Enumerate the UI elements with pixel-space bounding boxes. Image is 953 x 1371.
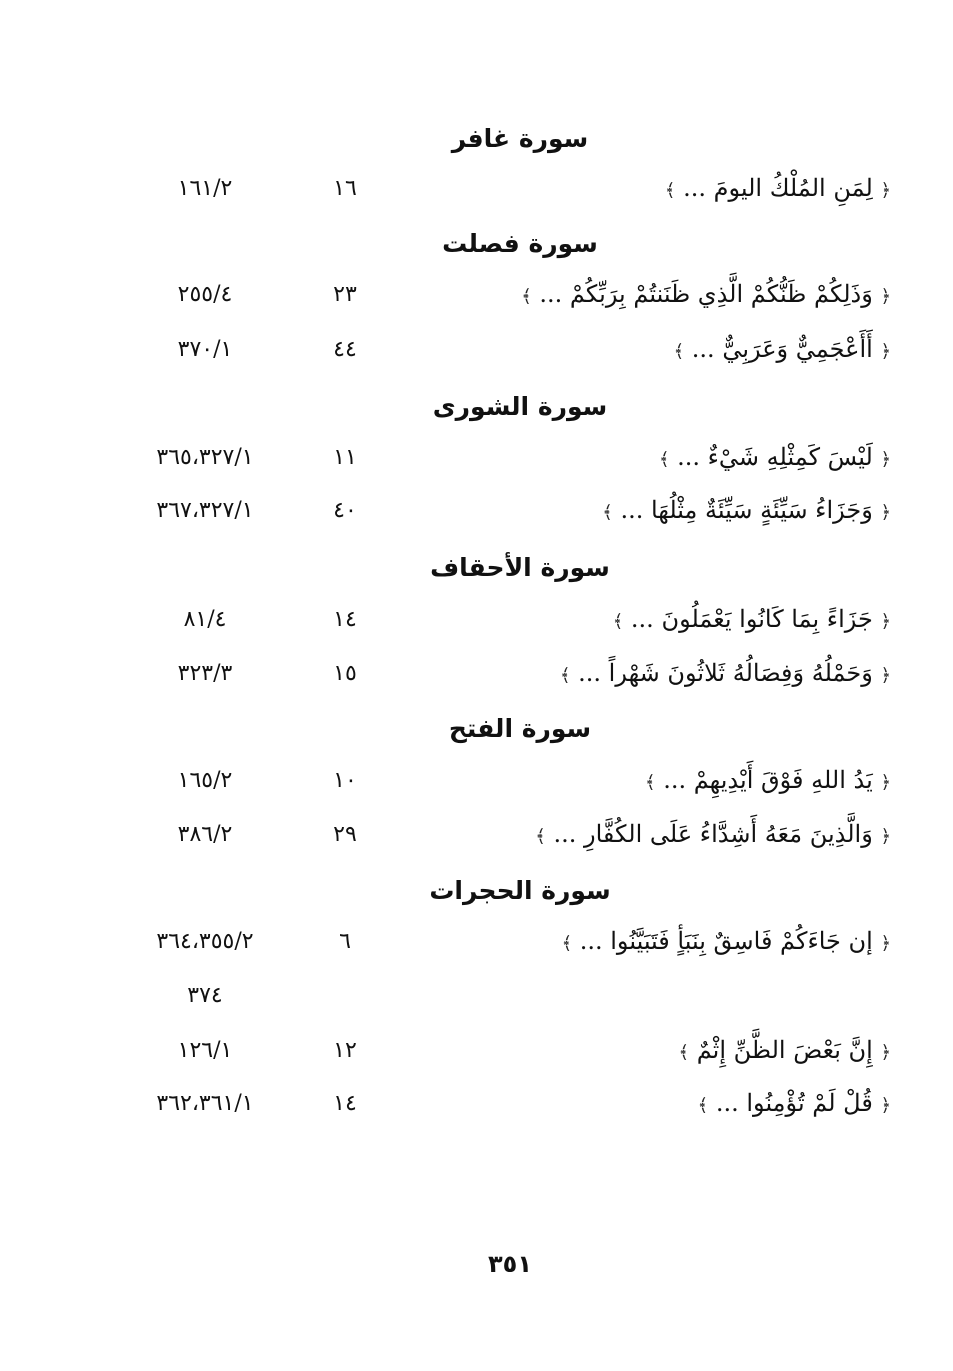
verse-text: ﴿ لَيْسَ كَمِثْلِهِ شَيْءٌ ... ﴾ bbox=[658, 443, 891, 471]
verse-text: ﴿ وَذَلِكُمْ ظَنُّكُمْ الَّذِي ظَنَنتُمْ بِرَبِّكُمْ ... ﴾ bbox=[521, 280, 891, 308]
page-reference: ٢٥٥/٤ bbox=[177, 282, 233, 307]
surah-title: سورة الحجرات bbox=[429, 876, 611, 905]
verse-text: ﴿ وَجَزَاءُ سَيِّئَةٍ سَيِّئَةٌ مِثْلُهَا ... ﴾ bbox=[602, 496, 891, 524]
index-row bbox=[0, 659, 953, 699]
surah-title: سورة غافر bbox=[451, 124, 589, 153]
verse-text: ﴿ إِنَّ بَعْضَ الظَّنِّ إِثْمٌ ﴾ bbox=[678, 1036, 891, 1064]
ayah-number: ٦ bbox=[339, 929, 351, 954]
page-reference: ١٢٦/١ bbox=[177, 1038, 233, 1063]
surah-title: سورة الشورى bbox=[432, 392, 608, 421]
ayah-number: ٤٠ bbox=[333, 498, 357, 523]
index-row-continuation bbox=[0, 981, 953, 1021]
ayah-number: ٢٩ bbox=[333, 822, 357, 847]
ayah-number: ١١ bbox=[333, 445, 357, 470]
index-row bbox=[0, 335, 953, 375]
index-row bbox=[0, 766, 953, 806]
ayah-number: ١٤ bbox=[333, 1091, 357, 1116]
page-reference: ٣٦٧،٣٢٧/١ bbox=[156, 498, 254, 523]
ayah-number: ١٢ bbox=[333, 1038, 357, 1063]
ayah-number: ١٦ bbox=[333, 176, 357, 201]
index-row bbox=[0, 174, 953, 214]
ayah-number: ١٥ bbox=[333, 661, 357, 686]
verse-text: ﴿ وَحَمْلُهُ وَفِصَالُهُ ثَلاثُونَ شَهْراً ... ﴾ bbox=[559, 659, 891, 687]
page-reference: ١٦٥/٢ bbox=[177, 768, 233, 793]
index-row bbox=[0, 605, 953, 645]
surah-title: سورة الفتح bbox=[448, 714, 592, 743]
page-reference: ٣٨٦/٢ bbox=[177, 822, 233, 847]
index-row bbox=[0, 927, 953, 967]
page-reference: ٣٦٥،٣٢٧/١ bbox=[156, 445, 254, 470]
page-reference: ٣٦٢،٣٦١/١ bbox=[156, 1091, 254, 1116]
verse-text: ﴿ لِمَنِ المُلْكُ اليومَ ... ﴾ bbox=[664, 174, 891, 202]
ayah-number: ٢٣ bbox=[333, 282, 357, 307]
surah-title: سورة فصلت bbox=[442, 229, 598, 258]
index-row bbox=[0, 443, 953, 483]
index-row bbox=[0, 1089, 953, 1129]
index-row bbox=[0, 1036, 953, 1076]
page-reference: ٣٦٤،٣٥٥/٢ bbox=[156, 929, 254, 954]
page-reference: ٨١/٤ bbox=[183, 607, 227, 632]
page-reference: ٣٧٤ bbox=[187, 983, 223, 1008]
index-row bbox=[0, 280, 953, 320]
verse-text: ﴿ يَدُ اللهِ فَوْقَ أَيْدِيهِمْ ... ﴾ bbox=[645, 766, 891, 794]
ayah-number: ١٤ bbox=[333, 607, 357, 632]
page-reference: ٣٧٠/١ bbox=[177, 337, 233, 362]
verse-text: ﴿ قُلْ لَمْ تُؤْمِنُوا ... ﴾ bbox=[697, 1089, 891, 1117]
verse-text: ﴿ جَزَاءً بِمَا كَانُوا يَعْمَلُونَ ... ﴾ bbox=[612, 605, 891, 633]
surah-title: سورة الأحقاف bbox=[430, 553, 610, 582]
ayah-number: ٤٤ bbox=[333, 337, 357, 362]
page-number: ٣٥١ bbox=[488, 1250, 532, 1278]
verse-text: ﴿ إن جَاءَكُمْ فَاسِقٌ بِنَبَأٍ فَتَبَيَّنُوا ... ﴾ bbox=[561, 927, 891, 955]
index-row bbox=[0, 496, 953, 536]
page-reference: ١٦١/٢ bbox=[177, 176, 233, 201]
index-row bbox=[0, 820, 953, 860]
verse-text: ﴿ وَالَّذِينَ مَعَهُ أَشِدَّاءُ عَلَى الكُفَّارِ ... ﴾ bbox=[535, 820, 891, 848]
page-reference: ٣٢٣/٣ bbox=[177, 661, 233, 686]
verse-text: ﴿ أَأَعْجَمِيٌّ وَعَرَبِيٌّ ... ﴾ bbox=[673, 335, 891, 363]
ayah-number: ١٠ bbox=[333, 768, 357, 793]
